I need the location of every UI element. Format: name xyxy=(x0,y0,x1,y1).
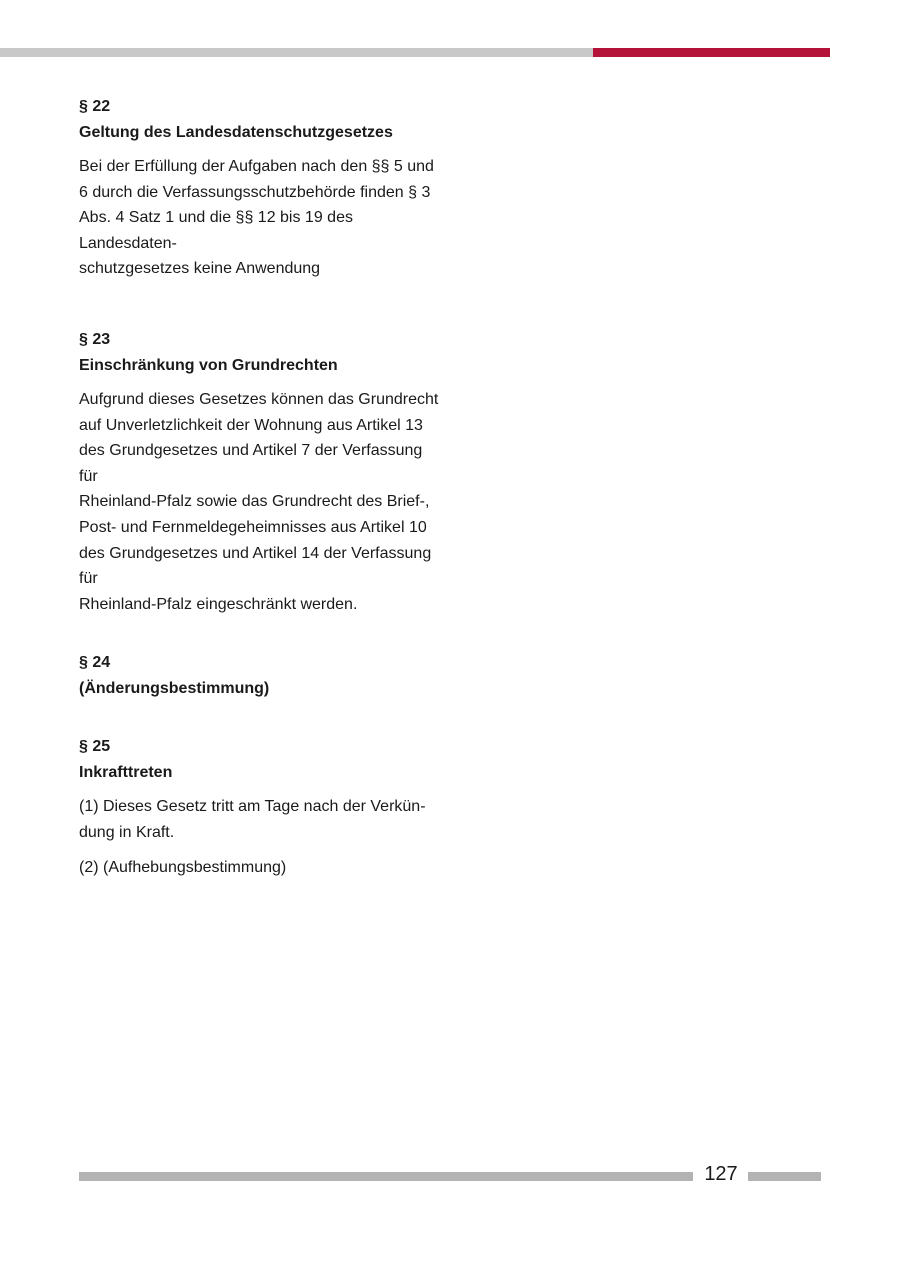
section-title: Geltung des Landesdatenschutzgesetzes xyxy=(79,124,393,141)
section-22 xyxy=(79,94,439,282)
footer-bar-left xyxy=(79,1172,693,1181)
section-number: § 25 xyxy=(79,738,111,756)
page-number: 127 xyxy=(704,1163,738,1185)
section-paragraph: (2) (Aufhebungsbestimmung) xyxy=(79,858,287,876)
section-paragraph: Aufgrund dieses Gesetzes können das Grundrecht auf Unverletzlichkeit der Wohnung aus Artikel 13 des Grundgesetzes und Artikel 7 der Verfassung für Rheinland-Pfalz sowie das Grundrecht des Brief-, Post- und Fernmeldegeheimnisses aus Artikel 10 des Grundgesetzes und Artikel 14 der Verfassung für Rheinland-Pfalz eingeschränkt werden. xyxy=(79,390,439,613)
section-paragraph: Bei der Erfüllung der Aufgaben nach den §§ 5 und 6 durch die Verfassungsschutzbehörde finden § 3 Abs. 4 Satz 1 und die §§ 12 bis 19 des Landesdaten- schutzgesetzes keine Anwendung xyxy=(79,158,434,278)
section-number: § 23 xyxy=(79,330,111,348)
header-bar-accent xyxy=(593,48,830,57)
page-content xyxy=(79,94,439,889)
section-number: § 24 xyxy=(79,654,111,672)
section-23 xyxy=(79,327,439,617)
section-24 xyxy=(79,650,439,702)
footer-bar-right xyxy=(748,1172,821,1181)
section-title: (Änderungsbestimmung) xyxy=(79,680,270,698)
section-paragraph: (1) Dieses Gesetz tritt am Tage nach der Verkün- dung in Kraft. xyxy=(79,798,426,841)
section-title: Inkrafttreten xyxy=(79,764,173,782)
section-title: Einschränkung von Grundrechten xyxy=(79,356,338,374)
section-25 xyxy=(79,734,439,880)
header-bar-grey xyxy=(0,48,593,57)
section-number: § 22 xyxy=(79,98,111,115)
